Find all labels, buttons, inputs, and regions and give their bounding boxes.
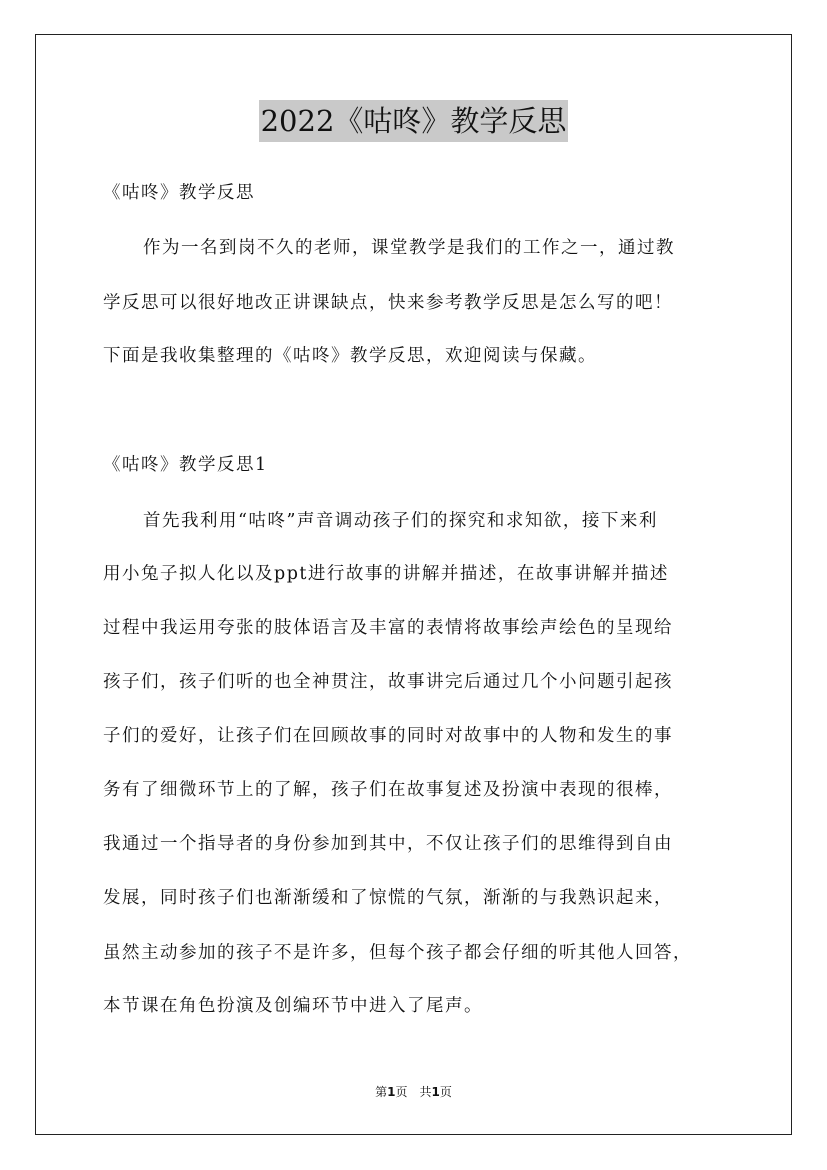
- section1-line-3: 过程中我运用夸张的肢体语言及丰富的表情将故事绘声绘色的呈现给: [103, 618, 673, 638]
- footer-page-number: 1: [387, 1085, 396, 1099]
- title-container: [0, 100, 827, 142]
- section1-line-9: 虽然主动参加的孩子不是许多，但每个孩子都会仔细的听其他人回答，: [103, 943, 692, 963]
- section1-line-8: 发展，同时孩子们也渐渐缓和了惊慌的气氛，渐渐的与我熟识起来，: [103, 888, 673, 908]
- section1-line-6: 务有了细微环节上的了解，孩子们在故事复述及扮演中表现的很棒，: [103, 780, 673, 800]
- section1-line-10: 本节课在角色扮演及创编环节中进入了尾声。: [103, 996, 483, 1016]
- document-title: 2022《咕咚》教学反思: [259, 100, 569, 142]
- document-subtitle: 《咕咚》教学反思: [103, 183, 255, 203]
- intro-line-1: 作为一名到岗不久的老师，课堂教学是我们的工作之一，通过教: [143, 238, 675, 258]
- footer-page-mid: 页 共: [395, 1085, 432, 1099]
- section1-heading: 《咕咚》教学反思1: [103, 455, 268, 475]
- section1-line-7: 我通过一个指导者的身份参加到其中，不仅让孩子们的思维得到自由: [103, 834, 673, 854]
- page-footer: [0, 1084, 827, 1100]
- section1-line-2: 用小兔子拟人化以及ppt进行故事的讲解并描述，在故事讲解并描述: [103, 564, 669, 584]
- section1-line-1: 首先我利用“咕咚”声音调动孩子们的探究和求知欲，接下来利: [143, 511, 658, 531]
- footer-page-suffix: 页: [439, 1085, 452, 1099]
- intro-line-3: 下面是我收集整理的《咕咚》教学反思，欢迎阅读与保藏。: [103, 346, 597, 366]
- footer-page-prefix: 第: [375, 1085, 388, 1099]
- section1-line-4: 孩子们，孩子们听的也全神贯注，故事讲完后通过几个小问题引起孩: [103, 672, 673, 692]
- section1-line-5: 子们的爱好，让孩子们在回顾故事的同时对故事中的人物和发生的事: [103, 726, 673, 746]
- footer-page-total: 1: [431, 1085, 440, 1099]
- intro-line-2: 学反思可以很好地改正讲课缺点，快来参考教学反思是怎么写的吧！: [103, 293, 673, 313]
